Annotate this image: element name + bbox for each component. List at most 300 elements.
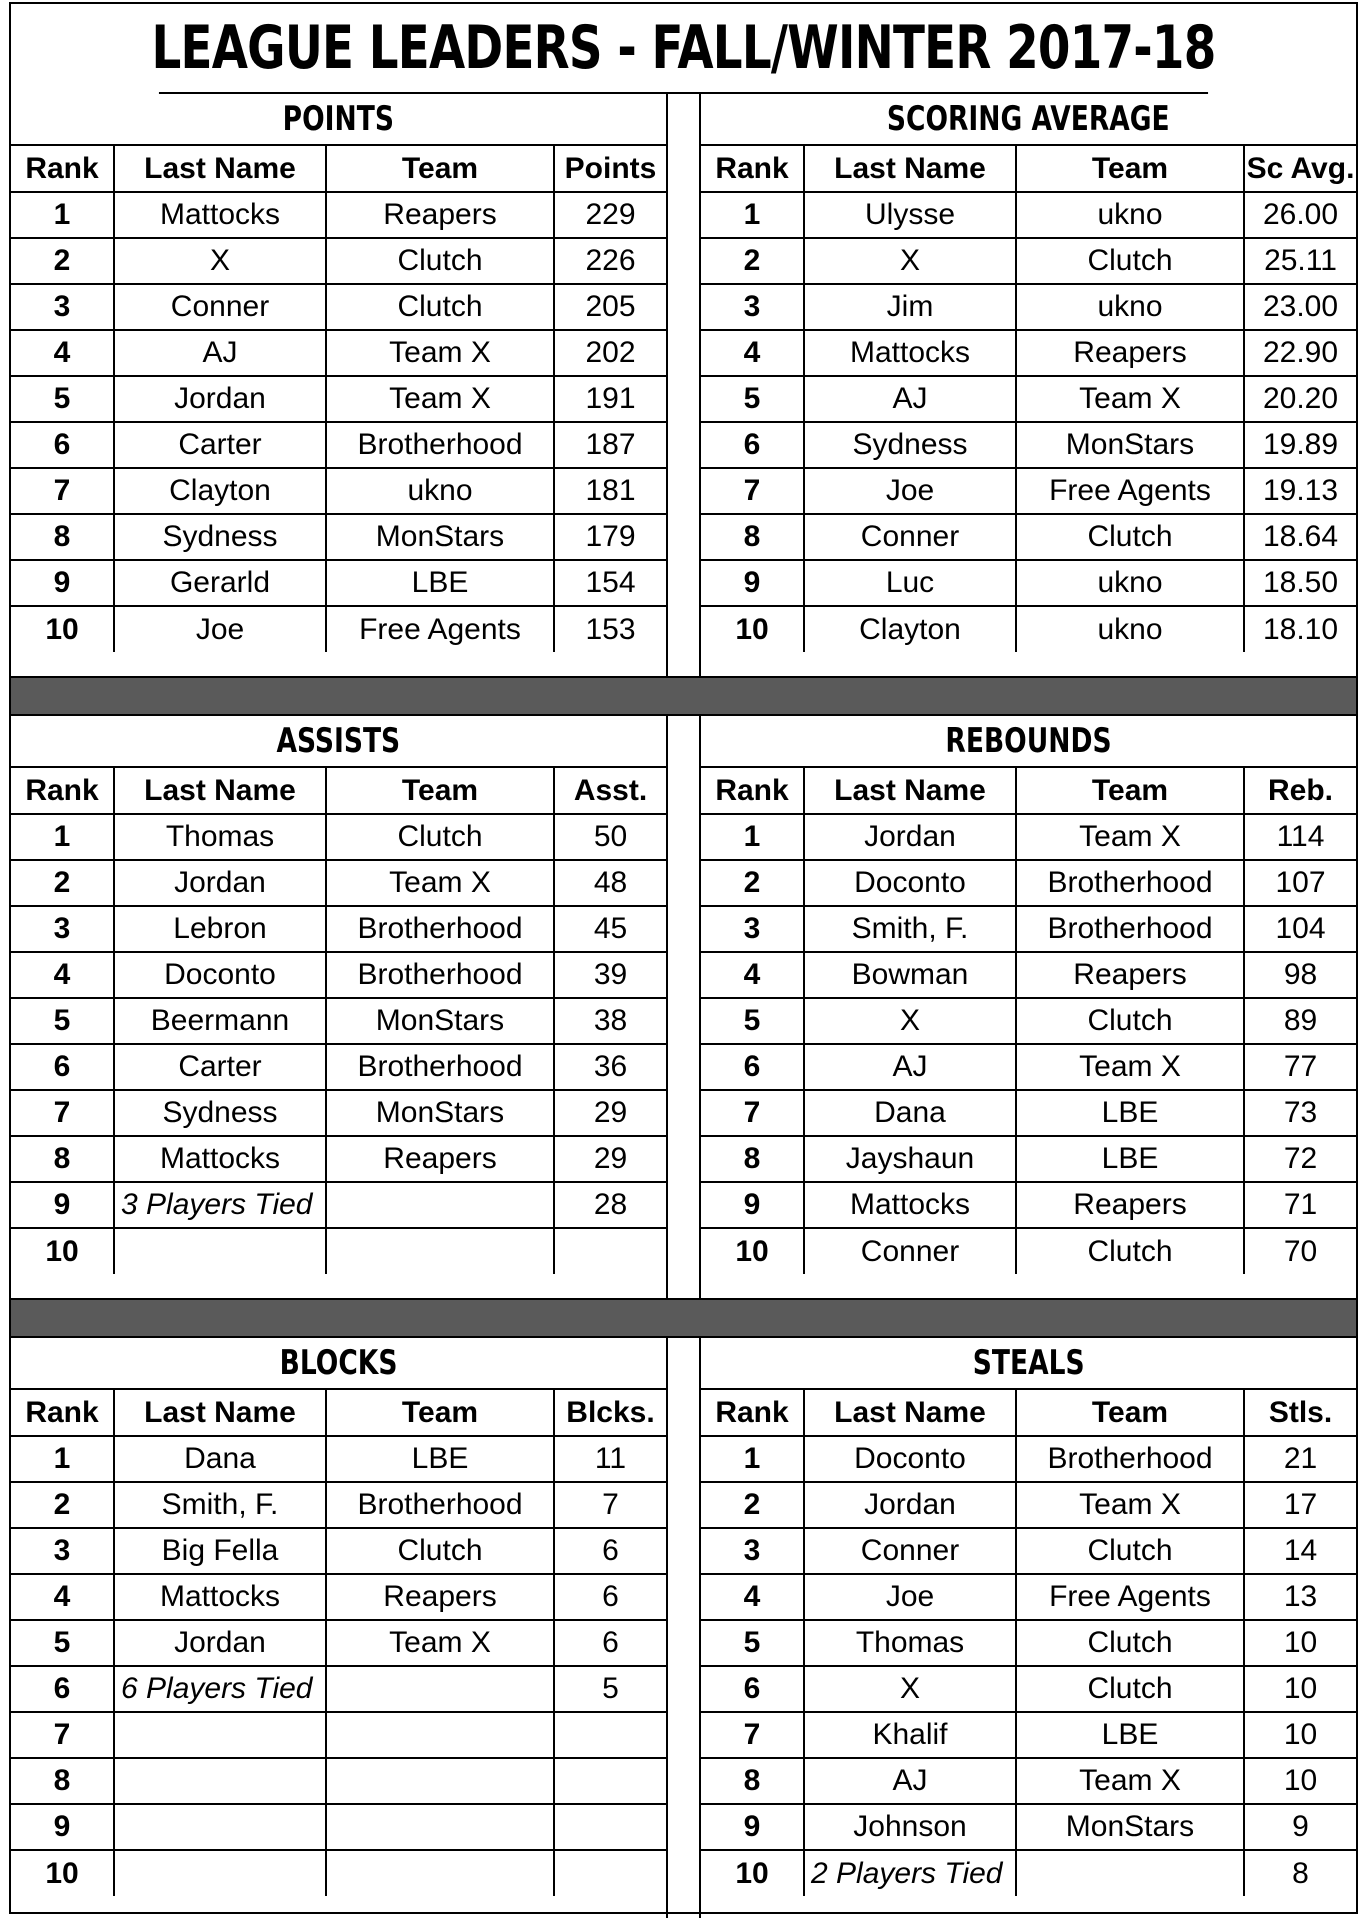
cell-team: Reapers <box>1016 330 1244 376</box>
cell-last-name: Mattocks <box>114 192 326 238</box>
cell-last-name: Dana <box>804 1090 1016 1136</box>
cell-stat-value: 9 <box>1244 1804 1356 1850</box>
panel-title-text: STEALS <box>972 1343 1085 1383</box>
panel-gap <box>666 94 701 676</box>
cell-stat-value: 205 <box>554 284 666 330</box>
cell-team <box>326 1758 554 1804</box>
cell-rank: 9 <box>11 1804 114 1850</box>
table-row <box>701 952 1356 998</box>
cell-stat-value: 77 <box>1244 1044 1356 1090</box>
cell-rank: 4 <box>701 1574 804 1620</box>
header-last-name: Last Name <box>804 146 1016 192</box>
table-row <box>11 1574 666 1620</box>
cell-last-name <box>114 1228 326 1274</box>
cell-team: Brotherhood <box>326 906 554 952</box>
cell-rank: 2 <box>701 860 804 906</box>
cell-rank: 9 <box>701 1804 804 1850</box>
cell-rank: 2 <box>701 1482 804 1528</box>
cell-stat-value: 18.10 <box>1262 612 1339 646</box>
table-row <box>11 1850 666 1896</box>
cell-stat-value: 18.50 <box>1244 560 1356 606</box>
cell-team: Brotherhood <box>326 952 554 998</box>
table-row <box>701 1090 1356 1136</box>
table-row <box>11 814 666 860</box>
cell-last-name: Joe <box>114 606 326 652</box>
cell-rank: 10 <box>701 1850 804 1896</box>
cell-last-name: Jordan <box>804 1482 1016 1528</box>
cell-last-name: AJ <box>114 330 326 376</box>
cell-stat-value: 229 <box>554 192 666 238</box>
cell-rank: 5 <box>701 376 804 422</box>
cell-stat-value: 187 <box>554 422 666 468</box>
table-row <box>701 1136 1356 1182</box>
cell-last-name: Bowman <box>804 952 1016 998</box>
cell-stat-value: 179 <box>554 514 666 560</box>
header-team: Team <box>326 768 554 814</box>
cell-team: ukno <box>1016 560 1244 606</box>
cell-rank: 8 <box>11 1758 114 1804</box>
cell-stat-value: 114 <box>1244 814 1356 860</box>
cell-stat-value: 154 <box>554 560 666 606</box>
cell-last-name: Jim <box>804 284 1016 330</box>
header-rank: Rank <box>701 146 804 192</box>
cell-stat-value: 11 <box>554 1436 666 1482</box>
table-row <box>701 1528 1356 1574</box>
table-row <box>11 1044 666 1090</box>
table-row <box>11 952 666 998</box>
cell-stat-value: 19.13 <box>1244 468 1356 514</box>
header-row <box>11 768 666 814</box>
cell-stat-value: 50 <box>554 814 666 860</box>
header-last-name: Last Name <box>114 146 326 192</box>
table-row <box>11 284 666 330</box>
leaders-table <box>701 768 1356 1274</box>
cell-last-name: Jayshaun <box>804 1136 1016 1182</box>
panel-title-text: REBOUNDS <box>945 721 1112 761</box>
cell-team <box>326 1666 554 1712</box>
cell-rank: 10 <box>11 606 114 652</box>
cell-last-name: Sydness <box>114 1090 326 1136</box>
cell-stat-value: 7 <box>554 1482 666 1528</box>
cell-last-name: Sydness <box>804 422 1016 468</box>
table-row <box>11 998 666 1044</box>
cell-stat-value: 21 <box>1244 1436 1356 1482</box>
league-leaders-sheet <box>9 2 1358 1914</box>
cell-team: Clutch <box>1016 1528 1244 1574</box>
panel-title <box>701 1338 1356 1390</box>
cell-rank: 4 <box>701 330 804 376</box>
table-row <box>11 1228 666 1274</box>
cell-team: Reapers <box>326 1136 554 1182</box>
cell-stat-value <box>554 1804 666 1850</box>
table-row <box>701 1482 1356 1528</box>
header-team: Team <box>326 146 554 192</box>
cell-last-name: Mattocks <box>804 330 1016 376</box>
cell-team: Clutch <box>326 238 554 284</box>
cell-last-name: Smith, F. <box>804 906 1016 952</box>
cell-rank: 1 <box>11 1436 114 1482</box>
cell-team: Free Agents <box>1016 1574 1244 1620</box>
cell-rank: 5 <box>701 998 804 1044</box>
cell-rank: 4 <box>11 952 114 998</box>
cell-rank: 6 <box>701 1666 804 1712</box>
cell-last-name: Smith, F. <box>114 1482 326 1528</box>
cell-stat-value: 181 <box>554 468 666 514</box>
cell-last-name: Conner <box>804 514 1016 560</box>
cell-rank: 1 <box>701 192 804 238</box>
cell-last-name: Lebron <box>114 906 326 952</box>
cell-rank: 1 <box>11 814 114 860</box>
table-row <box>11 1482 666 1528</box>
table-row <box>11 860 666 906</box>
cell-team: Clutch <box>326 814 554 860</box>
section-separator <box>11 676 1356 716</box>
cell-team: Clutch <box>1016 998 1244 1044</box>
cell-team: Team X <box>326 1620 554 1666</box>
cell-team: Free Agents <box>326 606 554 652</box>
table-row <box>11 192 666 238</box>
cell-team: Team X <box>326 860 554 906</box>
cell-stat-value: 98 <box>1244 952 1356 998</box>
header-last-name: Last Name <box>114 768 326 814</box>
cell-stat-value: 25.11 <box>1244 238 1356 284</box>
cell-rank: 7 <box>701 1090 804 1136</box>
cell-rank: 4 <box>701 952 804 998</box>
header-team: Team <box>1016 768 1244 814</box>
cell-stat-value <box>554 1228 666 1274</box>
panel-assists <box>11 716 666 1298</box>
cell-team: ukno <box>326 468 554 514</box>
cell-rank: 10 <box>11 1228 114 1274</box>
cell-rank: 6 <box>11 422 114 468</box>
cell-stat-value: 13 <box>1244 1574 1356 1620</box>
cell-team: Clutch <box>1016 1666 1244 1712</box>
cell-rank: 10 <box>11 1850 114 1896</box>
cell-last-name: Johnson <box>804 1804 1016 1850</box>
header-stat: Reb. <box>1244 768 1356 814</box>
table-row <box>701 514 1356 560</box>
header-team: Team <box>1016 1390 1244 1436</box>
cell-team: Reapers <box>1016 952 1244 998</box>
cell-stat-value: 6 <box>554 1620 666 1666</box>
cell-last-name: Joe <box>804 468 1016 514</box>
cell-last-name: Conner <box>804 1228 1016 1274</box>
cell-stat-value: 28 <box>554 1182 666 1228</box>
panel-title-text: POINTS <box>282 99 395 139</box>
cell-rank: 10 <box>701 1228 804 1274</box>
table-row <box>11 1528 666 1574</box>
header-stat: Stls. <box>1244 1390 1356 1436</box>
cell-team: MonStars <box>1016 1804 1244 1850</box>
header-last-name: Last Name <box>804 768 1016 814</box>
cell-stat-value: 226 <box>554 238 666 284</box>
leaders-table <box>11 146 666 652</box>
cell-stat-value: 10 <box>1244 1666 1356 1712</box>
band-1 <box>11 94 1356 676</box>
table-row <box>701 422 1356 468</box>
table-row <box>701 1804 1356 1850</box>
panel-gap <box>666 1338 701 1918</box>
cell-rank: 8 <box>701 1136 804 1182</box>
band-2 <box>11 716 1356 1298</box>
cell-rank: 4 <box>11 330 114 376</box>
leaders-table <box>701 1390 1356 1896</box>
cell-stat-value: 10 <box>1244 1620 1356 1666</box>
cell-team: Team X <box>1016 1482 1244 1528</box>
cell-last-name: Doconto <box>114 952 326 998</box>
cell-rank: 6 <box>701 422 804 468</box>
cell-rank: 1 <box>11 192 114 238</box>
table-row <box>11 1758 666 1804</box>
cell-last-name: Joe <box>804 1574 1016 1620</box>
cell-rank: 6 <box>11 1044 114 1090</box>
cell-team: Team X <box>1016 814 1244 860</box>
table-row <box>11 906 666 952</box>
table-row <box>701 1712 1356 1758</box>
table-row <box>701 1044 1356 1090</box>
cell-stat-value: 23.00 <box>1244 284 1356 330</box>
cell-team: Reapers <box>1016 1182 1244 1228</box>
cell-last-name: Clayton <box>114 468 326 514</box>
cell-team <box>326 1850 554 1896</box>
cell-rank: 6 <box>701 1044 804 1090</box>
cell-rank: 7 <box>11 1712 114 1758</box>
table-row <box>11 330 666 376</box>
cell-team: LBE <box>326 560 554 606</box>
cell-team: MonStars <box>326 514 554 560</box>
cell-rank: 9 <box>11 1182 114 1228</box>
table-row <box>11 1620 666 1666</box>
cell-team: ukno <box>1016 284 1244 330</box>
section-separator <box>11 1298 1356 1338</box>
cell-stat-value: 104 <box>1244 906 1356 952</box>
cell-rank: 5 <box>11 1620 114 1666</box>
cell-last-name: Conner <box>114 284 326 330</box>
header-row <box>701 768 1356 814</box>
header-row <box>11 146 666 192</box>
header-row <box>701 146 1356 192</box>
cell-rank: 2 <box>701 238 804 284</box>
cell-last-name: Thomas <box>804 1620 1016 1666</box>
cell-last-name <box>114 1758 326 1804</box>
cell-stat-value: 71 <box>1244 1182 1356 1228</box>
cell-team <box>326 1804 554 1850</box>
panel-steals <box>701 1338 1356 1918</box>
table-row <box>701 1620 1356 1666</box>
cell-rank: 6 <box>11 1666 114 1712</box>
cell-team: LBE <box>1016 1136 1244 1182</box>
cell-stat-value: 73 <box>1244 1090 1356 1136</box>
table-row <box>701 606 1356 652</box>
panel-title <box>11 1338 666 1390</box>
cell-rank: 2 <box>11 1482 114 1528</box>
cell-last-name: Jordan <box>114 860 326 906</box>
cell-last-name: X <box>804 238 1016 284</box>
table-row <box>11 606 666 652</box>
cell-last-name: Sydness <box>114 514 326 560</box>
cell-stat-value: 70 <box>1283 1234 1318 1268</box>
table-row <box>701 1436 1356 1482</box>
cell-stat-value: 191 <box>554 376 666 422</box>
cell-rank: 3 <box>701 284 804 330</box>
cell-last-name <box>114 1850 326 1896</box>
cell-stat-value: 5 <box>554 1666 666 1712</box>
cell-team: Reapers <box>326 1574 554 1620</box>
cell-team: Team X <box>1016 376 1244 422</box>
cell-last-name: Carter <box>114 422 326 468</box>
cell-rank: 7 <box>701 1712 804 1758</box>
cell-stat-value: 72 <box>1244 1136 1356 1182</box>
header-rank: Rank <box>701 768 804 814</box>
cell-last-name: Doconto <box>804 860 1016 906</box>
page-title: LEAGUE LEADERS - FALL/WINTER 2017-18 <box>159 4 1208 94</box>
table-row <box>11 1804 666 1850</box>
cell-last-name: Doconto <box>804 1436 1016 1482</box>
cell-last-name: X <box>114 238 326 284</box>
cell-last-name: 2 Players Tied <box>804 1850 1016 1896</box>
cell-stat-value: 29 <box>554 1136 666 1182</box>
table-row <box>701 376 1356 422</box>
header-rank: Rank <box>11 1390 114 1436</box>
cell-stat-value: 89 <box>1244 998 1356 1044</box>
cell-last-name: X <box>804 998 1016 1044</box>
table-row <box>11 1436 666 1482</box>
cell-last-name: Big Fella <box>114 1528 326 1574</box>
table-row <box>701 284 1356 330</box>
cell-stat-value <box>554 1758 666 1804</box>
cell-team: Brotherhood <box>1016 860 1244 906</box>
cell-last-name: Mattocks <box>114 1136 326 1182</box>
cell-rank: 8 <box>11 1136 114 1182</box>
cell-rank: 3 <box>11 284 114 330</box>
header-stat: Blcks. <box>554 1390 666 1436</box>
cell-rank: 9 <box>701 1182 804 1228</box>
cell-team: Team X <box>326 376 554 422</box>
cell-team: Team X <box>1016 1044 1244 1090</box>
header-team: Team <box>1016 146 1244 192</box>
cell-team: Reapers <box>326 192 554 238</box>
table-row <box>701 906 1356 952</box>
cell-last-name: Dana <box>114 1436 326 1482</box>
cell-rank: 7 <box>11 1090 114 1136</box>
cell-team: Brotherhood <box>326 1044 554 1090</box>
cell-last-name: Mattocks <box>804 1182 1016 1228</box>
cell-stat-value: 36 <box>554 1044 666 1090</box>
table-row <box>701 238 1356 284</box>
header-team: Team <box>326 1390 554 1436</box>
cell-stat-value: 6 <box>554 1574 666 1620</box>
cell-last-name: Ulysse <box>804 192 1016 238</box>
cell-last-name: Carter <box>114 1044 326 1090</box>
panel-title-text: SCORING AVERAGE <box>887 99 1170 139</box>
cell-rank: 5 <box>701 1620 804 1666</box>
leaders-table <box>701 146 1356 652</box>
cell-last-name: Khalif <box>804 1712 1016 1758</box>
header-stat: Sc Avg. <box>1244 146 1356 192</box>
table-row <box>11 422 666 468</box>
cell-stat-value: 6 <box>554 1528 666 1574</box>
band-3 <box>11 1338 1356 1918</box>
cell-stat-value: 48 <box>554 860 666 906</box>
cell-rank: 4 <box>11 1574 114 1620</box>
cell-team: Team X <box>1016 1758 1244 1804</box>
cell-team: ukno <box>1016 606 1244 652</box>
cell-stat-value: 29 <box>554 1090 666 1136</box>
panel-points <box>11 94 666 676</box>
cell-rank: 8 <box>701 1758 804 1804</box>
header-last-name: Last Name <box>804 1390 1016 1436</box>
cell-team: LBE <box>1016 1712 1244 1758</box>
table-row <box>701 998 1356 1044</box>
leaders-table <box>11 768 666 1274</box>
header-row <box>11 1390 666 1436</box>
cell-rank: 9 <box>701 560 804 606</box>
cell-rank: 8 <box>701 514 804 560</box>
table-row <box>701 1574 1356 1620</box>
cell-team: Clutch <box>1016 1620 1244 1666</box>
cell-rank: 3 <box>701 906 804 952</box>
cell-team: ukno <box>1016 192 1244 238</box>
cell-stat-value: 14 <box>1244 1528 1356 1574</box>
header-last-name: Last Name <box>114 1390 326 1436</box>
table-row <box>701 192 1356 238</box>
table-row <box>701 1182 1356 1228</box>
header-stat: Points <box>554 146 666 192</box>
cell-stat-value: 8 <box>1292 1856 1309 1890</box>
table-row <box>11 560 666 606</box>
panel-rebounds <box>701 716 1356 1298</box>
cell-stat-value: 107 <box>1244 860 1356 906</box>
cell-team: Brotherhood <box>1016 1436 1244 1482</box>
cell-last-name: Conner <box>804 1528 1016 1574</box>
table-row <box>11 238 666 284</box>
table-row <box>11 1090 666 1136</box>
cell-rank: 2 <box>11 238 114 284</box>
cell-rank: 3 <box>701 1528 804 1574</box>
cell-stat-value: 18.64 <box>1244 514 1356 560</box>
cell-team: Free Agents <box>1016 468 1244 514</box>
leaders-table <box>11 1390 666 1896</box>
cell-stat-value: 10 <box>1244 1758 1356 1804</box>
cell-stat-value: 39 <box>554 952 666 998</box>
cell-rank: 7 <box>701 468 804 514</box>
table-row <box>701 1666 1356 1712</box>
table-row <box>11 514 666 560</box>
table-row <box>701 860 1356 906</box>
cell-last-name: Thomas <box>114 814 326 860</box>
cell-rank: 7 <box>11 468 114 514</box>
table-row <box>11 1182 666 1228</box>
cell-last-name: X <box>804 1666 1016 1712</box>
table-row <box>11 468 666 514</box>
table-row <box>701 468 1356 514</box>
cell-stat-value: 22.90 <box>1244 330 1356 376</box>
cell-team: LBE <box>1016 1090 1244 1136</box>
panel-title-text: ASSISTS <box>276 721 401 761</box>
cell-stat-value <box>554 1850 666 1896</box>
table-row <box>11 1712 666 1758</box>
cell-last-name: Jordan <box>114 376 326 422</box>
cell-stat-value: 19.89 <box>1244 422 1356 468</box>
cell-rank: 3 <box>11 906 114 952</box>
header-row <box>701 1390 1356 1436</box>
cell-team: Clutch <box>1016 238 1244 284</box>
panel-gap <box>666 716 701 1298</box>
table-row <box>701 1228 1356 1274</box>
panel-blocks <box>11 1338 666 1918</box>
cell-stat-value: 202 <box>554 330 666 376</box>
cell-rank: 8 <box>11 514 114 560</box>
